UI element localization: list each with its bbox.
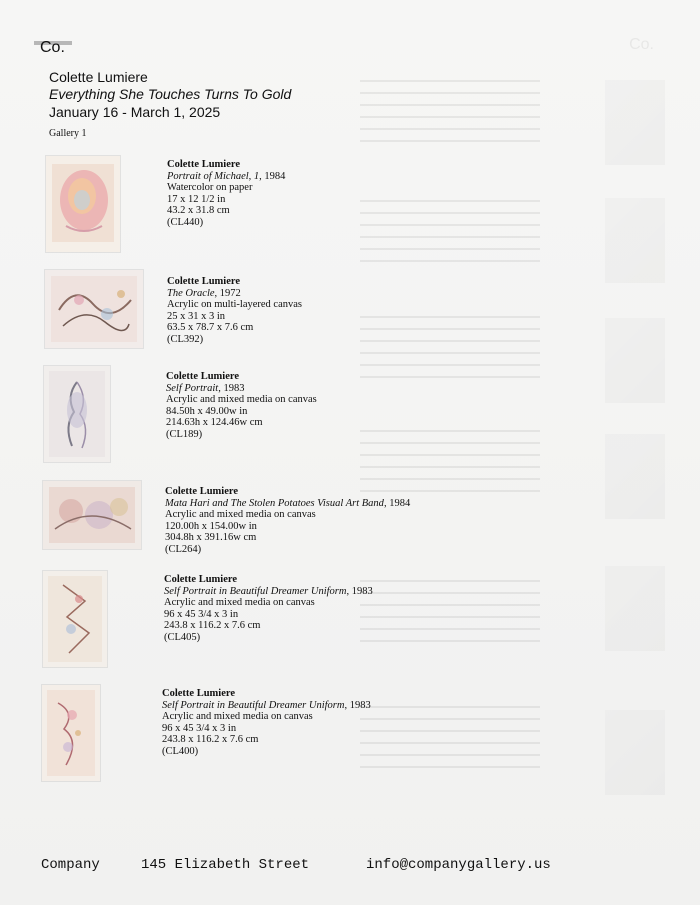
artwork-code: (CL264) (165, 543, 202, 555)
gallery-label: Gallery 1 (49, 128, 87, 139)
artwork-caption (167, 159, 285, 228)
artwork-caption (164, 574, 373, 643)
artwork-dimensions-in: 96 x 45 3/4 x 3 in (162, 722, 237, 734)
artwork-code: (CL392) (167, 333, 204, 345)
artwork-caption (166, 371, 317, 440)
artwork-dimensions-in: 17 x 12 1/2 in (167, 193, 226, 205)
artwork-year: , 1972 (214, 287, 241, 299)
artwork-title-line (164, 586, 373, 598)
artwork-title: Self Portrait (166, 382, 219, 394)
artwork-thumbnail (44, 366, 110, 462)
footer-email[interactable]: info@companygallery.us (366, 857, 551, 873)
artwork-thumbnail (45, 270, 143, 348)
artwork-caption (165, 486, 410, 555)
artwork-year: , 1983 (344, 699, 371, 711)
artwork-title-line (167, 288, 302, 300)
portrait-image-icon (46, 156, 120, 252)
artwork-medium: Acrylic and mixed media on canvas (166, 394, 317, 405)
artwork-title: Self Portrait in Beautiful Dreamer Uniform (162, 699, 345, 711)
artwork-dimensions-cm: 63.5 x 78.7 x 7.6 cm (167, 322, 254, 333)
footer-address: 145 Elizabeth Street (141, 857, 310, 873)
artwork-dimensions-cm: 304.8h x 391.16w cm (165, 532, 257, 543)
artwork-year: , 1984 (383, 497, 411, 509)
artwork-code: (CL189) (166, 428, 203, 440)
dreamer-image-icon (42, 685, 100, 781)
artwork-title: Self Portrait in Beautiful Dreamer Uniform (164, 585, 347, 597)
artwork-year: , 1983 (346, 585, 373, 597)
artwork-caption (167, 276, 302, 345)
artwork-dimensions-cm: 243.8 x 116.2 x 7.6 cm (162, 734, 259, 745)
footer-company-name: Company (41, 857, 100, 873)
artwork-title-line (165, 498, 410, 510)
artwork-dimensions-cm: 214.63h x 124.46w cm (166, 417, 263, 428)
artwork-medium: Acrylic on multi-layered canvas (167, 299, 302, 310)
artwork-year: , 1983 (218, 382, 245, 394)
artwork-dimensions-in: 84.50h x 49.00w in (166, 405, 248, 417)
artwork-artist: Colette Lumiere (166, 371, 239, 382)
artwork-title: Mata Hari and The Stolen Potatoes Visual Art Band (165, 497, 384, 509)
band-image-icon (43, 481, 141, 549)
header-artist: Colette Lumiere (49, 69, 148, 85)
artwork-year: , 1984 (259, 170, 286, 182)
artwork-thumbnail (43, 571, 107, 667)
artwork-thumbnail (43, 481, 141, 549)
artwork-medium: Acrylic and mixed media on canvas (164, 597, 315, 608)
artwork-artist: Colette Lumiere (165, 486, 238, 497)
logo (40, 39, 65, 57)
artwork-artist: Colette Lumiere (167, 159, 240, 170)
artwork-title-line (166, 383, 317, 395)
artwork-title: Portrait of Michael, 1 (167, 170, 260, 182)
artwork-thumbnail (42, 685, 100, 781)
bleedthrough-logo: Co. (629, 36, 654, 53)
abstract-image-icon (45, 270, 143, 348)
artwork-title-line (162, 700, 371, 712)
artwork-title-line (167, 171, 285, 183)
artwork-caption (162, 688, 371, 757)
dreamer-image-icon (43, 571, 107, 667)
artwork-thumbnail (46, 156, 120, 252)
artwork-dimensions-in: 25 x 31 x 3 in (167, 310, 226, 322)
artwork-dimensions-in: 96 x 45 3/4 x 3 in (164, 608, 239, 620)
artwork-code: (CL405) (164, 631, 201, 643)
artwork-dimensions-in: 120.00h x 154.00w in (165, 520, 257, 532)
artwork-artist: Colette Lumiere (167, 276, 240, 287)
artwork-medium: Watercolor on paper (167, 182, 253, 193)
artwork-artist: Colette Lumiere (162, 688, 235, 699)
bleedthrough-column (360, 80, 660, 780)
artwork-code: (CL400) (162, 745, 199, 757)
artwork-code: (CL440) (167, 216, 204, 228)
artwork-medium: Acrylic and mixed media on canvas (165, 509, 316, 520)
artwork-artist: Colette Lumiere (164, 574, 237, 585)
header-dates: January 16 - March 1, 2025 (49, 104, 221, 120)
figure-image-icon (44, 366, 110, 462)
artwork-medium: Acrylic and mixed media on canvas (162, 711, 313, 722)
artwork-title: The Oracle (167, 287, 215, 299)
logo-text: Co. (40, 39, 65, 56)
exhibition-header (49, 69, 291, 121)
artwork-dimensions-cm: 243.8 x 116.2 x 7.6 cm (164, 620, 261, 631)
header-exhibition-title: Everything She Touches Turns To Gold (49, 86, 292, 102)
artwork-dimensions-cm: 43.2 x 31.8 cm (167, 205, 230, 216)
